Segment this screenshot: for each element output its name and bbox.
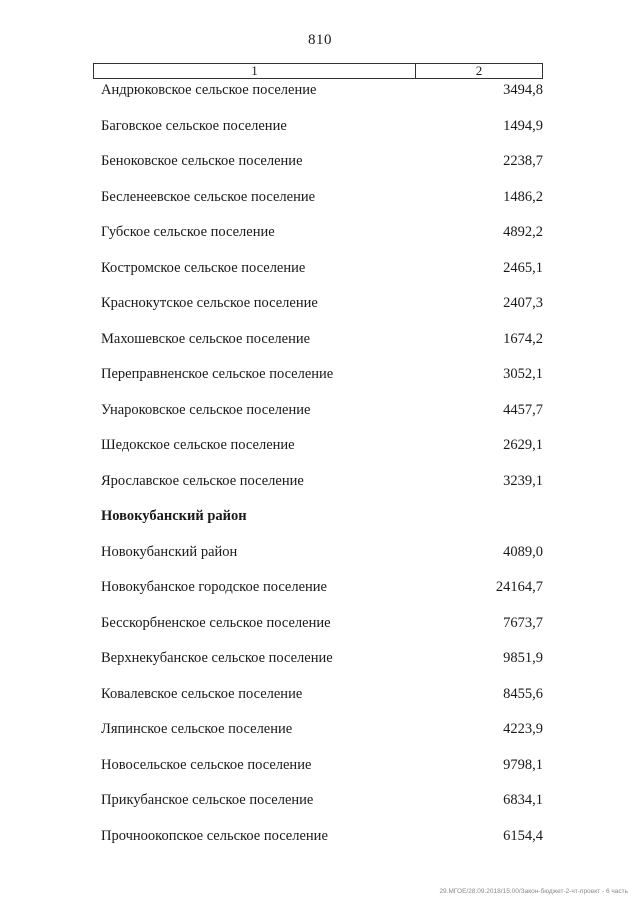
settlement-name: Баговское сельское поселение (101, 117, 287, 134)
table-row (0, 792, 640, 828)
settlement-name: Бесскорбненское сельское поселение (101, 614, 331, 631)
table-row (0, 828, 640, 864)
amount-value: 2465,1 (503, 259, 543, 276)
document-footer: 29.МГОЕ/28.09.2018/15:00/Закон-бюджет-2-чт-проект - 6 часть (439, 888, 628, 895)
amount-value: 4089,0 (503, 543, 543, 560)
table-row (0, 118, 640, 154)
table-row (0, 331, 640, 367)
settlement-name: Новокубанское городское поселение (101, 579, 327, 595)
settlement-name: Верхнекубанское сельское поселение (101, 650, 333, 666)
table-row (0, 721, 640, 757)
amount-value: 24164,7 (495, 579, 543, 595)
settlement-name: Краснокутское сельское поселение (101, 295, 318, 311)
settlement-name: Прикубанское сельское поселение (101, 792, 314, 808)
section-heading-row (0, 508, 640, 544)
amount-value: 6154,4 (503, 827, 543, 844)
amount-value: 9851,9 (503, 650, 543, 666)
amount-value: 4892,2 (503, 224, 543, 240)
table-row (0, 82, 640, 118)
settlement-name: Махошевское сельское поселение (101, 330, 311, 347)
table-header (93, 63, 543, 79)
amount-value: 8455,6 (503, 685, 543, 702)
settlement-name: Шедокское сельское поселение (101, 437, 295, 453)
table-row (0, 295, 640, 331)
amount-value: 1486,2 (503, 188, 543, 205)
settlement-name: Ляпинское сельское поселение (101, 721, 293, 737)
table-body (0, 82, 640, 863)
table-row (0, 686, 640, 722)
table-row (0, 189, 640, 225)
section-heading: Новокубанский район (101, 508, 247, 524)
amount-value: 1494,9 (503, 117, 543, 134)
settlement-name: Костромское сельское поселение (101, 259, 306, 276)
table-row (0, 757, 640, 793)
settlement-name: Губское сельское поселение (101, 224, 275, 240)
table-row (0, 544, 640, 580)
settlement-name: Новосельское сельское поселение (101, 756, 312, 773)
settlement-name: Новокубанский район (101, 543, 238, 560)
table-row (0, 224, 640, 260)
table-row (0, 473, 640, 509)
settlement-name: Андрюковское сельское поселение (101, 82, 317, 98)
table-row (0, 153, 640, 189)
settlement-name: Ковалевское сельское поселение (101, 685, 303, 702)
page-number: 810 (308, 32, 332, 48)
table-row (0, 579, 640, 615)
settlement-name: Унароковское сельское поселение (101, 401, 311, 418)
amount-value: 2238,7 (503, 153, 543, 169)
amount-value: 2407,3 (503, 295, 543, 311)
table-row (0, 615, 640, 651)
table-row (0, 402, 640, 438)
table-row (0, 650, 640, 686)
settlement-name: Беноковское сельское поселение (101, 153, 303, 169)
settlement-name: Переправненское сельское поселение (101, 366, 334, 382)
amount-value: 2629,1 (503, 437, 543, 453)
amount-value: 9798,1 (503, 756, 543, 773)
amount-value: 4457,7 (503, 401, 543, 418)
amount-value: 6834,1 (503, 792, 543, 808)
column-header-2: 2 (475, 63, 483, 78)
table-row (0, 437, 640, 473)
table-row (0, 260, 640, 296)
amount-value: 3239,1 (503, 472, 543, 489)
amount-value: 3494,8 (503, 82, 543, 98)
settlement-name: Прочноокопское сельское поселение (101, 827, 328, 844)
amount-value: 3052,1 (503, 366, 543, 382)
table-row (0, 366, 640, 402)
settlement-name: Ярославское сельское поселение (101, 472, 304, 489)
settlement-name: Бесленеевское сельское поселение (101, 188, 316, 205)
amount-value: 1674,2 (503, 330, 543, 347)
amount-value: 4223,9 (503, 721, 543, 737)
column-header-1: 1 (94, 64, 416, 78)
amount-value: 7673,7 (503, 614, 543, 631)
